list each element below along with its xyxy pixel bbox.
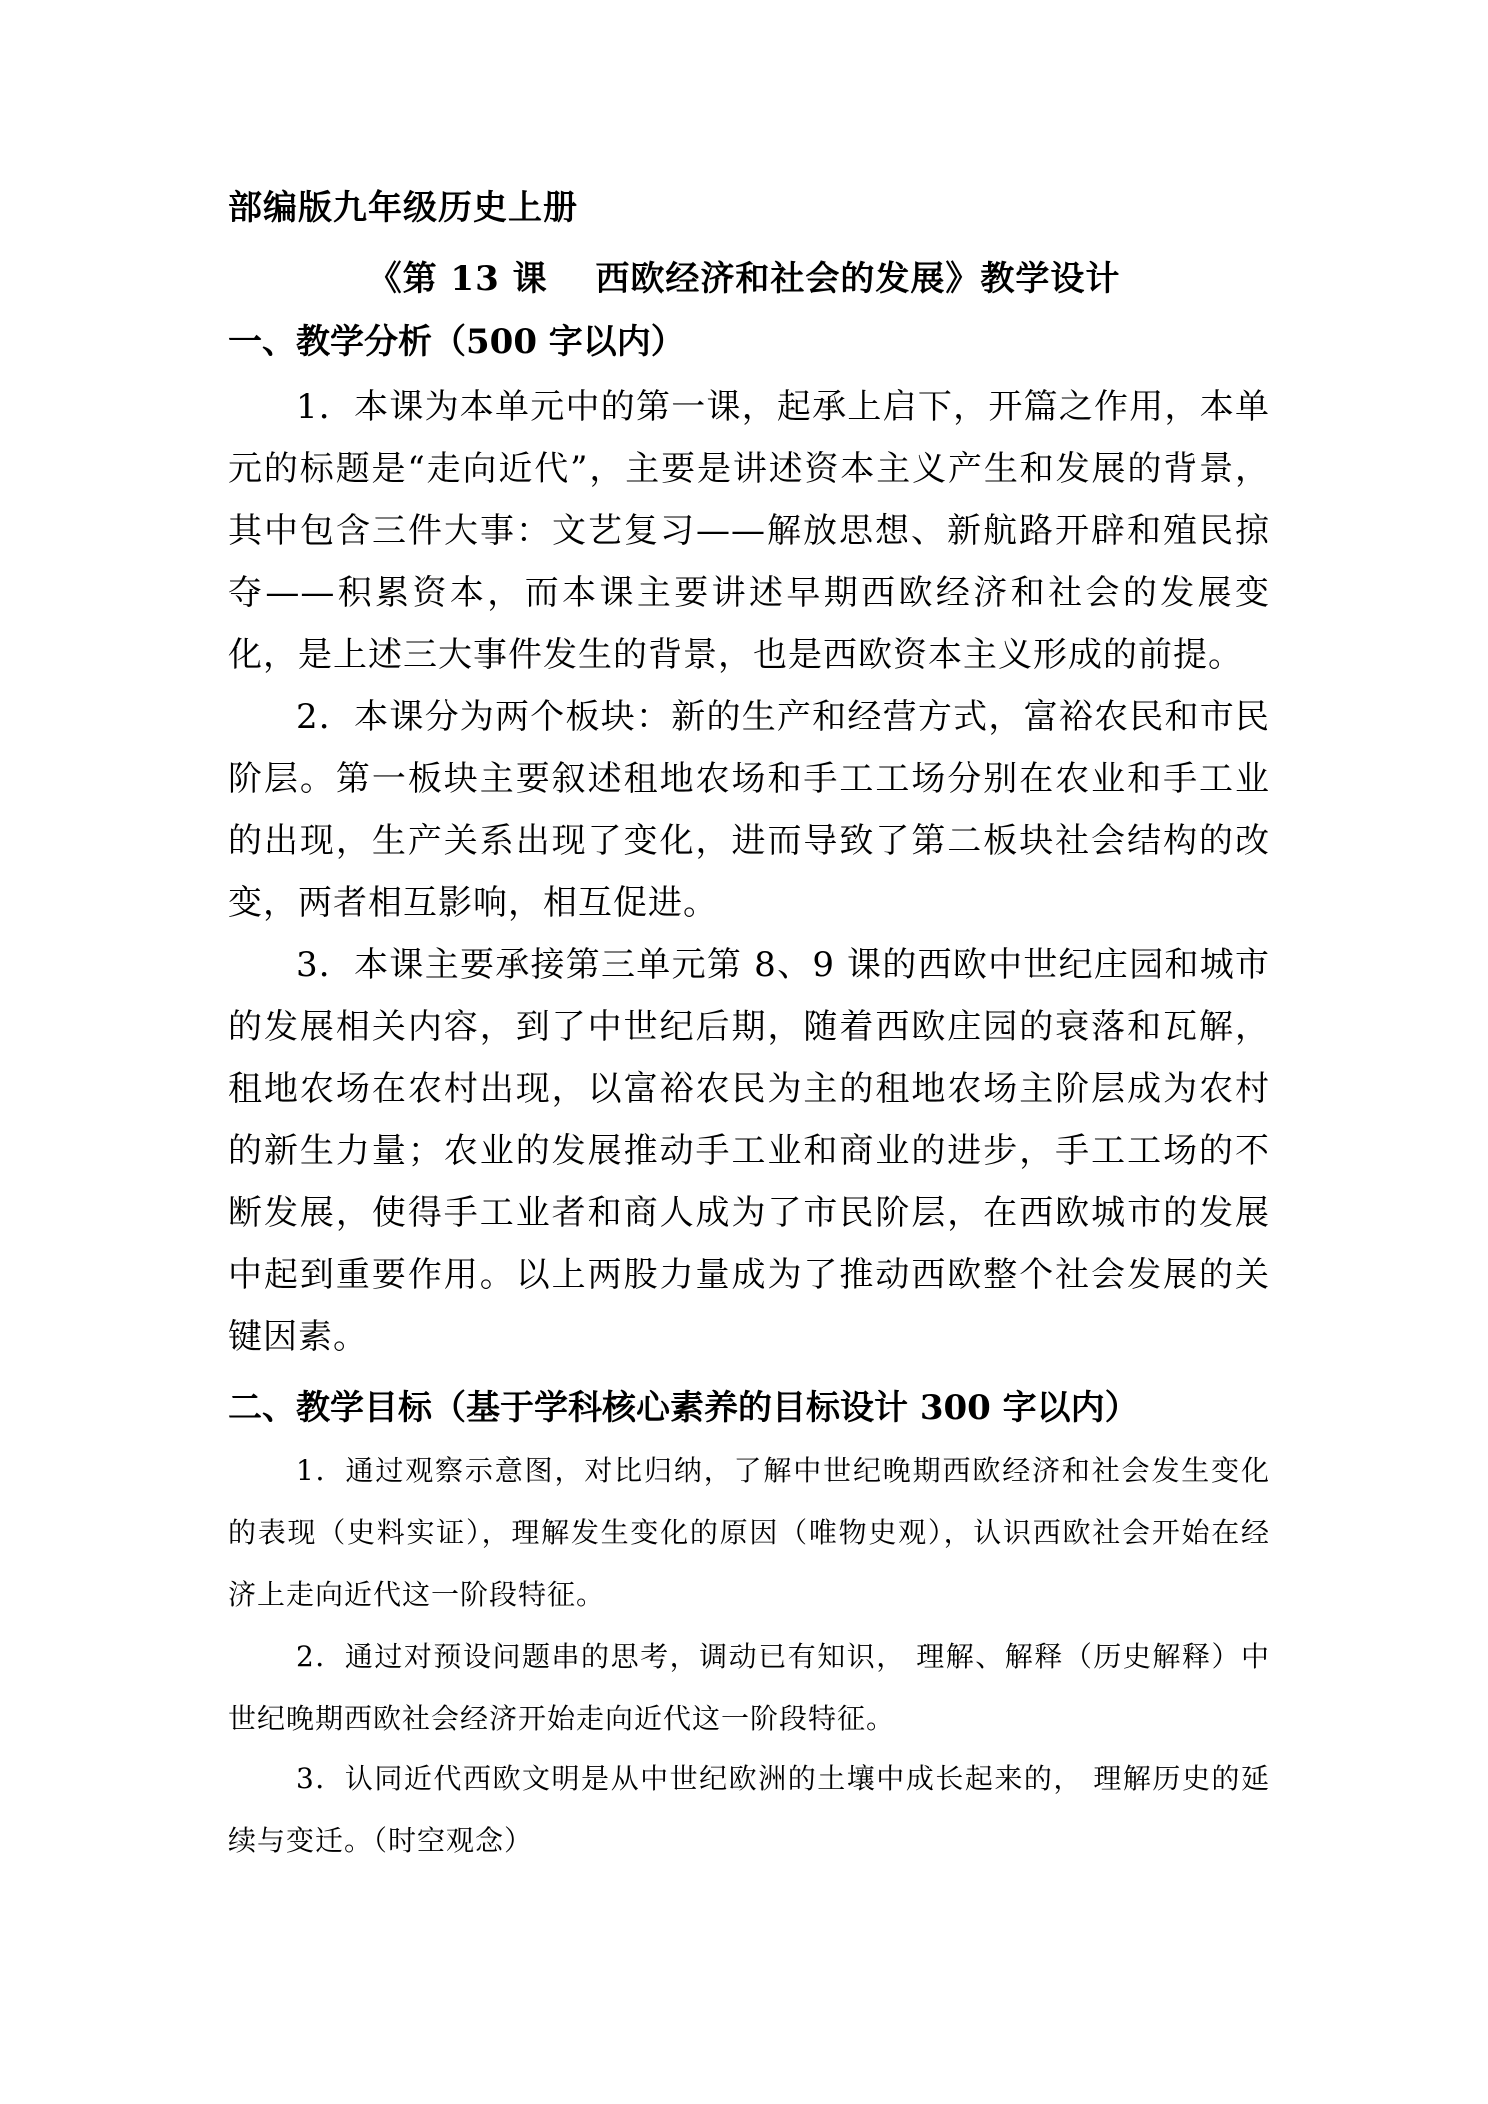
section-heading-objectives: 二、教学目标（基于学科核心素养的目标设计 300 字以内） xyxy=(228,1388,1139,1428)
lesson-title: 《第 13 课 西欧经济和社会的发展》教学设计 xyxy=(367,259,1121,299)
analysis-paragraph-3: 3．本课主要承接第三单元第 8、9 课的西欧中世纪庄园和城市的发展相关内容，到了中世纪后期，随着西欧庄园的衰落和瓦解，租地农场在农村出现，以富裕农民为主的租地农场主阶层成为农村的新生力量；农业的发展推动手工业和商业的进步，手工工场的不断发展，使得手工业者和商人成为了市民阶层，在西欧城市的发展中起到重要作用。以上两股力量成为了推动西欧整个社会发展的关键因素。 xyxy=(228,945,1270,1357)
objective-paragraph-3: 3．认同近代西欧文明是从中世纪欧洲的土壤中成长起来的， 理解历史的延续与变迁。（时空观念） xyxy=(228,1762,1270,1857)
analysis-paragraph-2: 2．本课分为两个板块：新的生产和经营方式，富裕农民和市民阶层。第一板块主要叙述租地农场和手工工场分别在农业和手工业的出现，生产关系出现了变化，进而导致了第二板块社会结构的改变，两者相互影响，相互促进。 xyxy=(228,697,1270,923)
document-title: 部编版九年级历史上册 xyxy=(228,188,578,228)
section-heading-analysis: 一、教学分析（500 字以内） xyxy=(228,322,685,362)
objective-paragraph-1: 1．通过观察示意图，对比归纳，了解中世纪晚期西欧经济和社会发生变化的表现（史料实证），理解发生变化的原因（唯物史观），认识西欧社会开始在经济上走向近代这一阶段特征。 xyxy=(228,1454,1270,1611)
analysis-paragraph-1: 1．本课为本单元中的第一课，起承上启下，开篇之作用，本单元的标题是“走向近代”，主要是讲述资本主义产生和发展的背景，其中包含三件大事：文艺复习——解放思想、新航路开辟和殖民掠夺——积累资本，而本课主要讲述早期西欧经济和社会的发展变化，是上述三大事件发生的背景，也是西欧资本主义形成的前提。 xyxy=(228,387,1270,675)
objective-paragraph-2: 2．通过对预设问题串的思考，调动已有知识， 理解、解释（历史解释）中世纪晚期西欧社会经济开始走向近代这一阶段特征。 xyxy=(228,1640,1270,1735)
